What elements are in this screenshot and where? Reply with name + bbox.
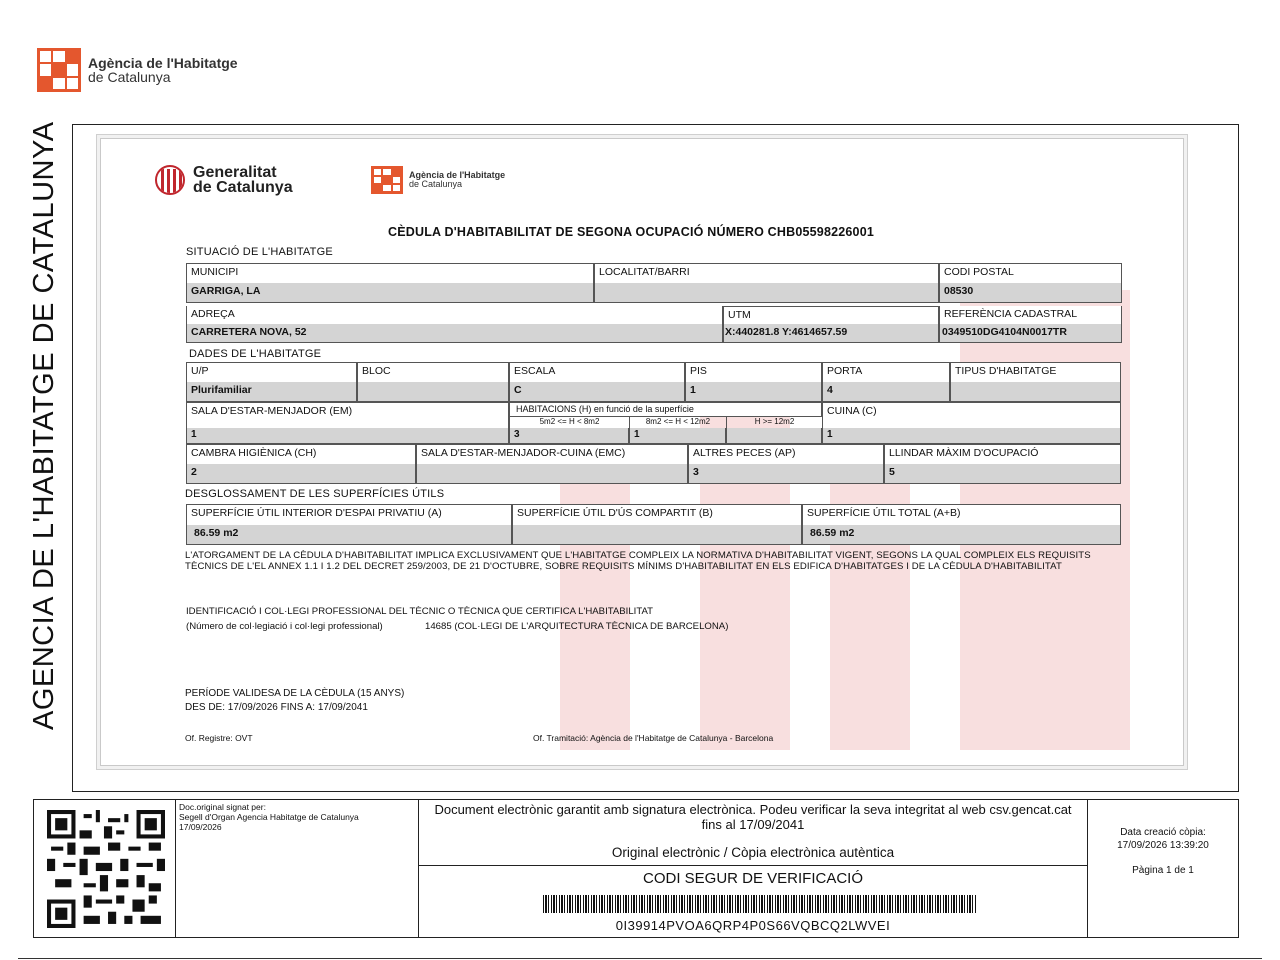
sup-b-label: SUPERFÍCIE ÚTIL D'ÚS COMPARTIT (B) xyxy=(512,504,802,525)
municipi-value: GARRIGA, LA xyxy=(186,283,594,303)
hab-range-2: 8m2 <= H < 12m2 xyxy=(629,416,726,428)
ap-label: ALTRES PECES (AP) xyxy=(688,444,884,464)
porta-value: 4 xyxy=(822,382,950,402)
garantit-text: Document electrònic garantit amb signatura electrònica. Podeu verificar la seva integritat al web csv.gencat.cat fins al 17/09/2041 xyxy=(434,802,1072,832)
localitat-value xyxy=(594,283,939,303)
codi-postal-value: 08530 xyxy=(939,283,1122,303)
tramitacio: Of. Tramitació: Agència de l'Habitatge de Catalunya - Barcelona xyxy=(533,733,774,743)
hab-range-1: 5m2 <= H < 8m2 xyxy=(509,416,629,428)
copy-info xyxy=(1088,826,1238,877)
cuina-label: CUINA (C) xyxy=(822,402,1121,428)
ref-cadastral-value: 0349510DG4104N0017TR xyxy=(939,324,1122,343)
sup-total-label: SUPERFÍCIE ÚTIL TOTAL (A+B) xyxy=(802,504,1121,525)
em-value: 1 xyxy=(186,428,509,444)
tipus-value xyxy=(950,382,1121,402)
pis-label: PIS xyxy=(685,362,822,382)
section-superficies: DESGLOSSAMENT DE LES SUPERFÍCIES ÚTILS xyxy=(185,488,445,500)
utm-value: X:440281.8 Y:4614657.59 xyxy=(723,324,939,343)
llindar-label: LLINDAR MÀXIM D'OCUPACIÓ xyxy=(884,444,1121,464)
data-creacio-label: Data creació còpia: xyxy=(1120,827,1206,838)
hab-value-1: 3 xyxy=(509,428,629,444)
csv-label: CODI SEGUR DE VERIFICACIÓ xyxy=(642,870,864,887)
validesa-label: PERÍODE VALIDESA DE LA CÈDULA (15 ANYS) xyxy=(185,688,405,699)
up-label: U/P xyxy=(186,362,357,382)
agency-small-line1: Agència de l'Habitatge xyxy=(409,170,506,180)
escala-value: C xyxy=(509,382,685,402)
bloc-label: BLOC xyxy=(357,362,509,382)
generalitat-emblem-icon xyxy=(155,165,185,195)
codi-postal-label: CODI POSTAL xyxy=(939,263,1122,283)
signat-line2: Segell d'Organ Agencia Habitatge de Catalunya xyxy=(179,812,359,822)
generalitat-line2: de Catalunya xyxy=(193,179,293,196)
sup-total-value: 86.59 m2 xyxy=(802,525,1121,545)
qr-code-icon xyxy=(47,810,165,928)
agency-logo xyxy=(37,48,238,92)
hab-value-2: 1 xyxy=(629,428,726,444)
up-value: Plurifamiliar xyxy=(186,382,357,402)
section-situacio: SITUACIÓ DE L'HABITATGE xyxy=(186,246,333,258)
ap-value: 3 xyxy=(688,464,884,484)
original-text: Original electrònic / Còpia electrònica autèntica xyxy=(611,845,895,860)
hab-range-3: H >= 12m2 xyxy=(726,416,822,428)
qr-column xyxy=(34,800,176,937)
cuina-value: 1 xyxy=(822,428,1121,444)
verification-center xyxy=(419,800,1088,937)
ref-cadastral-label: REFERÈNCIA CADASTRAL xyxy=(939,306,1122,324)
sup-a-label: SUPERFÍCIE ÚTIL INTERIOR D'ESPAI PRIVATIU (A) xyxy=(186,504,512,525)
data-creacio-value: 17/09/2026 13:39:20 xyxy=(1117,840,1209,851)
adreca-value: CARRETERA NOVA, 52 xyxy=(186,324,723,343)
agency-logo-icon xyxy=(37,48,81,92)
tecnic-value: 14685 (COL·LEGI DE L'ARQUITECTURA TÈCNICA DE BARCELONA) xyxy=(425,621,729,632)
ch-label: CAMBRA HIGIÈNICA (CH) xyxy=(186,444,416,464)
verification-frame xyxy=(33,799,1239,938)
em-label: SALA D'ESTAR-MENJADOR (EM) xyxy=(186,402,509,428)
validesa-dates: DES DE: 17/09/2026 FINS A: 17/09/2041 xyxy=(185,702,368,713)
tipus-label: TIPUS D'HABITATGE xyxy=(950,362,1121,382)
bloc-value xyxy=(357,382,509,402)
utm-label: UTM xyxy=(723,306,939,324)
tecnic-sub: (Número de col·legiació i col·legi professional) xyxy=(186,621,383,632)
document-title: CÈDULA D'HABITABILITAT DE SEGONA OCUPACIÓ NÚMERO CHB05598226001 xyxy=(388,225,875,239)
signat-line3: 17/09/2026 xyxy=(179,822,222,832)
habitacions-label: HABITACIONS (H) en funció de la superfície xyxy=(509,402,822,416)
signat-line1: Doc.original signat per: xyxy=(179,802,266,812)
agency-small-logo xyxy=(371,166,505,194)
legal-paragraph: L'ATORGAMENT DE LA CÈDULA D'HABITABILITAT IMPLICA EXCLUSIVAMENT QUE L'HABITATGE COMPLEIX LA NORMATIVA D'HABITABILITAT VIGENT, SEGONS LA QUAL COMPLEIX ELS REQUISITS TÈCNICS DE L'EL ANNEX 1.1 I 1.2 DEL DECRET 259/2003, DE 21 D'OCTUBRE, SOBRE REQUISITS MÍNIMS D'HABITABILITAT EN ELS EDIFICA D'HABITATGES I DE LA CÈDULA D'HABITABILITAT xyxy=(185,550,1091,572)
porta-label: PORTA xyxy=(822,362,950,382)
registre: Of. Registre: OVT xyxy=(185,733,253,743)
sup-b-value xyxy=(512,525,802,545)
tecnic-label: IDENTIFICACIÓ I COL·LEGI PROFESSIONAL DEL TÈCNIC O TÈCNICA QUE CERTIFICA L'HABITABILITAT xyxy=(186,606,654,617)
side-vertical-text: AGENCIA DE L'HABITATGE DE CATALUNYA xyxy=(28,121,60,730)
municipi-label: MUNICIPI xyxy=(186,263,594,283)
agency-small-line2: de Catalunya xyxy=(409,179,463,189)
ch-value: 2 xyxy=(186,464,416,484)
escala-label: ESCALA xyxy=(509,362,685,382)
hab-value-3 xyxy=(726,428,822,444)
llindar-value: 5 xyxy=(884,464,1121,484)
pis-value: 1 xyxy=(685,382,822,402)
signat-column xyxy=(176,800,419,937)
adreca-label: ADREÇA xyxy=(186,306,723,324)
agency-name-line1: Agència de l'Habitatge xyxy=(88,55,238,71)
generalitat-logo xyxy=(155,165,293,195)
emc-value xyxy=(416,464,688,484)
barcode-icon xyxy=(543,895,976,913)
generalitat-line1: Generalitat xyxy=(193,164,277,181)
agency-small-logo-icon xyxy=(371,166,403,194)
emc-label: SALA D'ESTAR-MENJADOR-CUINA (EMC) xyxy=(416,444,688,464)
agency-name-line2: de Catalunya xyxy=(88,69,171,85)
section-dades: DADES DE L'HABITATGE xyxy=(189,348,322,360)
localitat-label: LOCALITAT/BARRI xyxy=(594,263,939,283)
pagina: Pàgina 1 de 1 xyxy=(1132,865,1194,876)
sup-a-value: 86.59 m2 xyxy=(186,525,512,545)
csv-code[interactable]: 0I39914PVOA6QRP4P0S66VQBCQ2LWVEI xyxy=(615,918,891,933)
